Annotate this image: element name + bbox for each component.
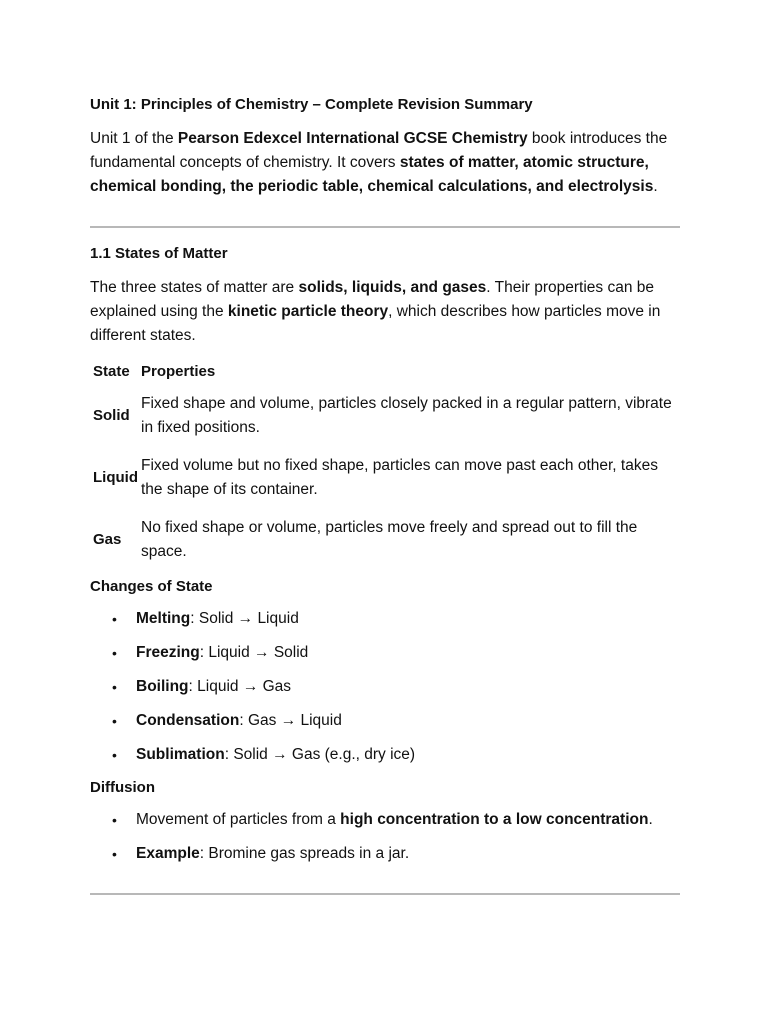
table-cell-properties: No fixed shape or volume, particles move freely and spread out to fill the space. bbox=[141, 519, 638, 560]
table-row bbox=[90, 509, 680, 571]
change-term: Boiling bbox=[136, 678, 189, 695]
table-cell-state: Solid bbox=[93, 407, 130, 424]
bullet-icon: • bbox=[112, 713, 117, 729]
list-item bbox=[90, 670, 680, 704]
bullet-icon: • bbox=[112, 846, 117, 862]
diffusion-text-2: . bbox=[648, 811, 653, 828]
bullet-icon: • bbox=[112, 812, 117, 828]
example-detail: : Bromine gas spreads in a jar. bbox=[199, 845, 410, 862]
intro-text-1: Unit 1 of the bbox=[90, 130, 178, 147]
bullet-icon: • bbox=[112, 645, 117, 661]
table-header-state: State bbox=[93, 363, 130, 380]
table-header-properties: Properties bbox=[141, 363, 216, 380]
diffusion-definition: high concentration to a low concentration bbox=[340, 811, 649, 828]
change-term: Sublimation bbox=[136, 746, 225, 763]
changes-list bbox=[90, 602, 680, 772]
states-table bbox=[90, 359, 680, 571]
document-page bbox=[90, 90, 680, 895]
horizontal-divider bbox=[90, 226, 680, 228]
intro-text-3: . bbox=[653, 178, 658, 195]
diffusion-list bbox=[90, 803, 680, 871]
intro-paragraph bbox=[90, 127, 680, 199]
list-item bbox=[90, 837, 680, 871]
diffusion-heading: Diffusion bbox=[90, 779, 155, 796]
states-paragraph bbox=[90, 276, 680, 348]
change-detail: : Liquid → Solid bbox=[199, 644, 309, 661]
document-title: Unit 1: Principles of Chemistry – Complete Revision Summary bbox=[90, 96, 533, 113]
change-detail: : Gas → Liquid bbox=[239, 712, 342, 729]
changes-heading: Changes of State bbox=[90, 578, 213, 595]
table-cell-state: Gas bbox=[93, 531, 122, 548]
change-detail: : Liquid → Gas bbox=[188, 678, 292, 695]
bullet-icon: • bbox=[112, 747, 117, 763]
intro-book-name: Pearson Edexcel International GCSE Chemistry bbox=[177, 130, 528, 147]
example-term: Example bbox=[136, 845, 200, 862]
table-row bbox=[90, 385, 680, 447]
states-text-3: , which describes how particles move in different states. bbox=[90, 303, 661, 344]
table-cell-properties: Fixed volume but no fixed shape, particles can move past each other, takes the shape of its container. bbox=[141, 457, 658, 498]
list-item bbox=[90, 602, 680, 636]
table-header-row bbox=[90, 359, 680, 385]
section-heading: 1.1 States of Matter bbox=[90, 245, 228, 262]
states-list: solids, liquids, and gases bbox=[298, 279, 487, 296]
diffusion-text-1: Movement of particles from a bbox=[136, 811, 341, 828]
bullet-icon: • bbox=[112, 679, 117, 695]
list-item bbox=[90, 803, 680, 837]
table-row bbox=[90, 447, 680, 509]
change-term: Condensation bbox=[136, 712, 240, 729]
list-item bbox=[90, 738, 680, 772]
intro-text-2: book introduces the fundamental concepts of chemistry. It covers bbox=[90, 130, 668, 171]
states-text-1: The three states of matter are bbox=[90, 279, 299, 296]
change-term: Freezing bbox=[136, 644, 200, 661]
change-detail: : Solid → Gas (e.g., dry ice) bbox=[224, 746, 416, 763]
change-detail: : Solid → Liquid bbox=[190, 610, 299, 627]
change-term: Melting bbox=[136, 610, 191, 627]
list-item bbox=[90, 704, 680, 738]
intro-topics: states of matter, atomic structure, chemical bonding, the periodic table, chemical calculations, and electrolysis bbox=[90, 154, 654, 195]
bullet-icon: • bbox=[112, 611, 117, 627]
table-cell-properties: Fixed shape and volume, particles closely packed in a regular pattern, vibrate in fixed positions. bbox=[141, 395, 672, 436]
kinetic-theory: kinetic particle theory bbox=[227, 303, 389, 320]
list-item bbox=[90, 636, 680, 670]
table-cell-state: Liquid bbox=[93, 469, 138, 486]
horizontal-divider bbox=[90, 893, 680, 895]
states-text-2: . Their properties can be explained using the bbox=[90, 279, 655, 320]
